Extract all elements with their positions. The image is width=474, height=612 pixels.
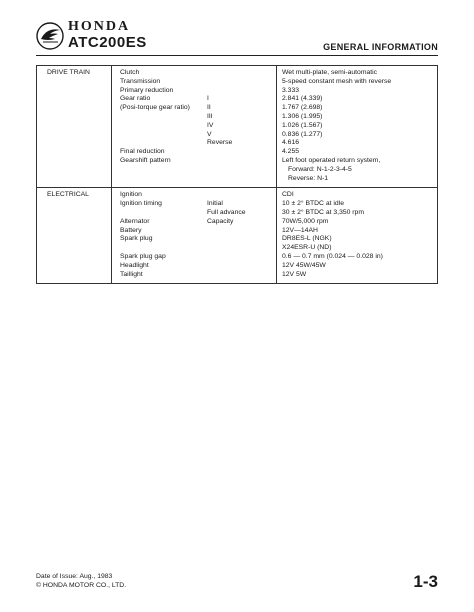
spec-item: Ignition timing (120, 200, 162, 208)
spec-row (37, 95, 437, 104)
honda-wing-icon (36, 22, 64, 50)
spec-row (37, 227, 437, 236)
page-number: 1-3 (413, 572, 438, 591)
spec-group-electrical (37, 187, 437, 283)
spec-row (37, 200, 437, 209)
spec-item: Gearshift pattern (120, 156, 171, 164)
spec-value: 12V 5W (282, 270, 307, 278)
spec-row (37, 122, 437, 131)
spec-row (37, 87, 437, 96)
spec-value: DR8ES-L (NGK) (282, 235, 332, 243)
spec-value: 2.841 (4.339) (282, 95, 323, 103)
header-rule (36, 55, 438, 56)
spec-value: Left foot operated return system, (282, 156, 381, 164)
spec-row (37, 104, 437, 113)
spec-item: (Posi-torque gear ratio) (120, 104, 190, 112)
spec-subitem: Reverse (207, 139, 233, 147)
spec-subitem: V (207, 130, 212, 138)
spec-item: Gear ratio (120, 95, 151, 103)
spec-value: X24ESR-U (ND) (282, 244, 332, 252)
spec-subitem: I (207, 95, 209, 103)
spec-item: Primary reduction (120, 86, 174, 94)
spec-row (37, 139, 437, 148)
spec-value: 10 ± 2° BTDC at idle (282, 200, 344, 208)
spec-subitem: II (207, 104, 211, 112)
spec-subitem: Capacity (207, 217, 234, 225)
spec-value: Reverse: N-1 (288, 174, 329, 182)
spec-row (37, 148, 437, 157)
spec-subitem: Full advance (207, 208, 246, 216)
spec-row (37, 235, 437, 244)
brand-block (68, 20, 147, 50)
spec-row (37, 191, 437, 200)
spec-item: Taillight (120, 270, 143, 278)
spec-value: 0.6 — 0.7 mm (0.024 — 0.028 in) (282, 252, 383, 260)
spec-value: 30 ± 2° BTDC at 3,350 rpm (282, 208, 365, 216)
copyright: © HONDA MOTOR CO., LTD. (36, 581, 127, 589)
spec-value: 1.026 (1.567) (282, 121, 323, 129)
model-name: ATC200ES (68, 34, 147, 51)
spec-item: Transmission (120, 77, 161, 85)
spec-row (37, 69, 437, 78)
spec-group-drive-train (37, 66, 437, 187)
footer-info (36, 573, 126, 590)
spec-table (36, 65, 438, 284)
spec-row (37, 166, 437, 175)
spec-value: 70W/5,000 rpm (282, 217, 329, 225)
section-title: GENERAL INFORMATION (323, 42, 438, 52)
spec-row (37, 218, 437, 227)
spec-value: 4.616 (282, 139, 300, 147)
spec-value: 0.836 (1.277) (282, 130, 323, 138)
spec-item: Alternator (120, 217, 150, 225)
spec-value: 1.306 (1.995) (282, 112, 323, 120)
spec-row (37, 157, 437, 166)
brand-name: HONDA (68, 19, 131, 34)
spec-item: Spark plug (120, 235, 153, 243)
spec-item: Clutch (120, 69, 140, 76)
spec-item: Battery (120, 226, 142, 234)
spec-value: CDI (282, 191, 294, 199)
spec-row (37, 253, 437, 262)
spec-item: Headlight (120, 261, 149, 269)
spec-row (37, 209, 437, 218)
spec-value: 12V—14AH (282, 226, 318, 234)
spec-row (37, 244, 437, 253)
spec-row (37, 262, 437, 271)
spec-value: 5-speed constant mesh with reverse (282, 77, 392, 85)
spec-row (37, 271, 437, 280)
spec-item: Ignition (120, 191, 142, 199)
spec-value: Wet multi-plate, semi-automatic (282, 69, 378, 76)
spec-value: Forward: N-1-2-3-4-5 (288, 165, 352, 173)
group-name: DRIVE TRAIN (47, 69, 90, 76)
spec-value: 4.255 (282, 148, 300, 156)
spec-item: Spark plug gap (120, 252, 166, 260)
spec-row (37, 78, 437, 87)
spec-item: Final reduction (120, 148, 165, 156)
spec-value: 1.767 (2.698) (282, 104, 323, 112)
issue-date: Date of Issue: Aug., 1983 (36, 573, 113, 580)
spec-row (37, 113, 437, 122)
spec-subitem: Initial (207, 200, 223, 208)
group-name: ELECTRICAL (47, 191, 89, 199)
spec-row (37, 131, 437, 140)
spec-value: 3.333 (282, 86, 300, 94)
spec-subitem: III (207, 112, 213, 120)
spec-value: 12V 45W/45W (282, 261, 326, 269)
spec-subitem: IV (207, 121, 214, 129)
spec-row (37, 175, 437, 184)
